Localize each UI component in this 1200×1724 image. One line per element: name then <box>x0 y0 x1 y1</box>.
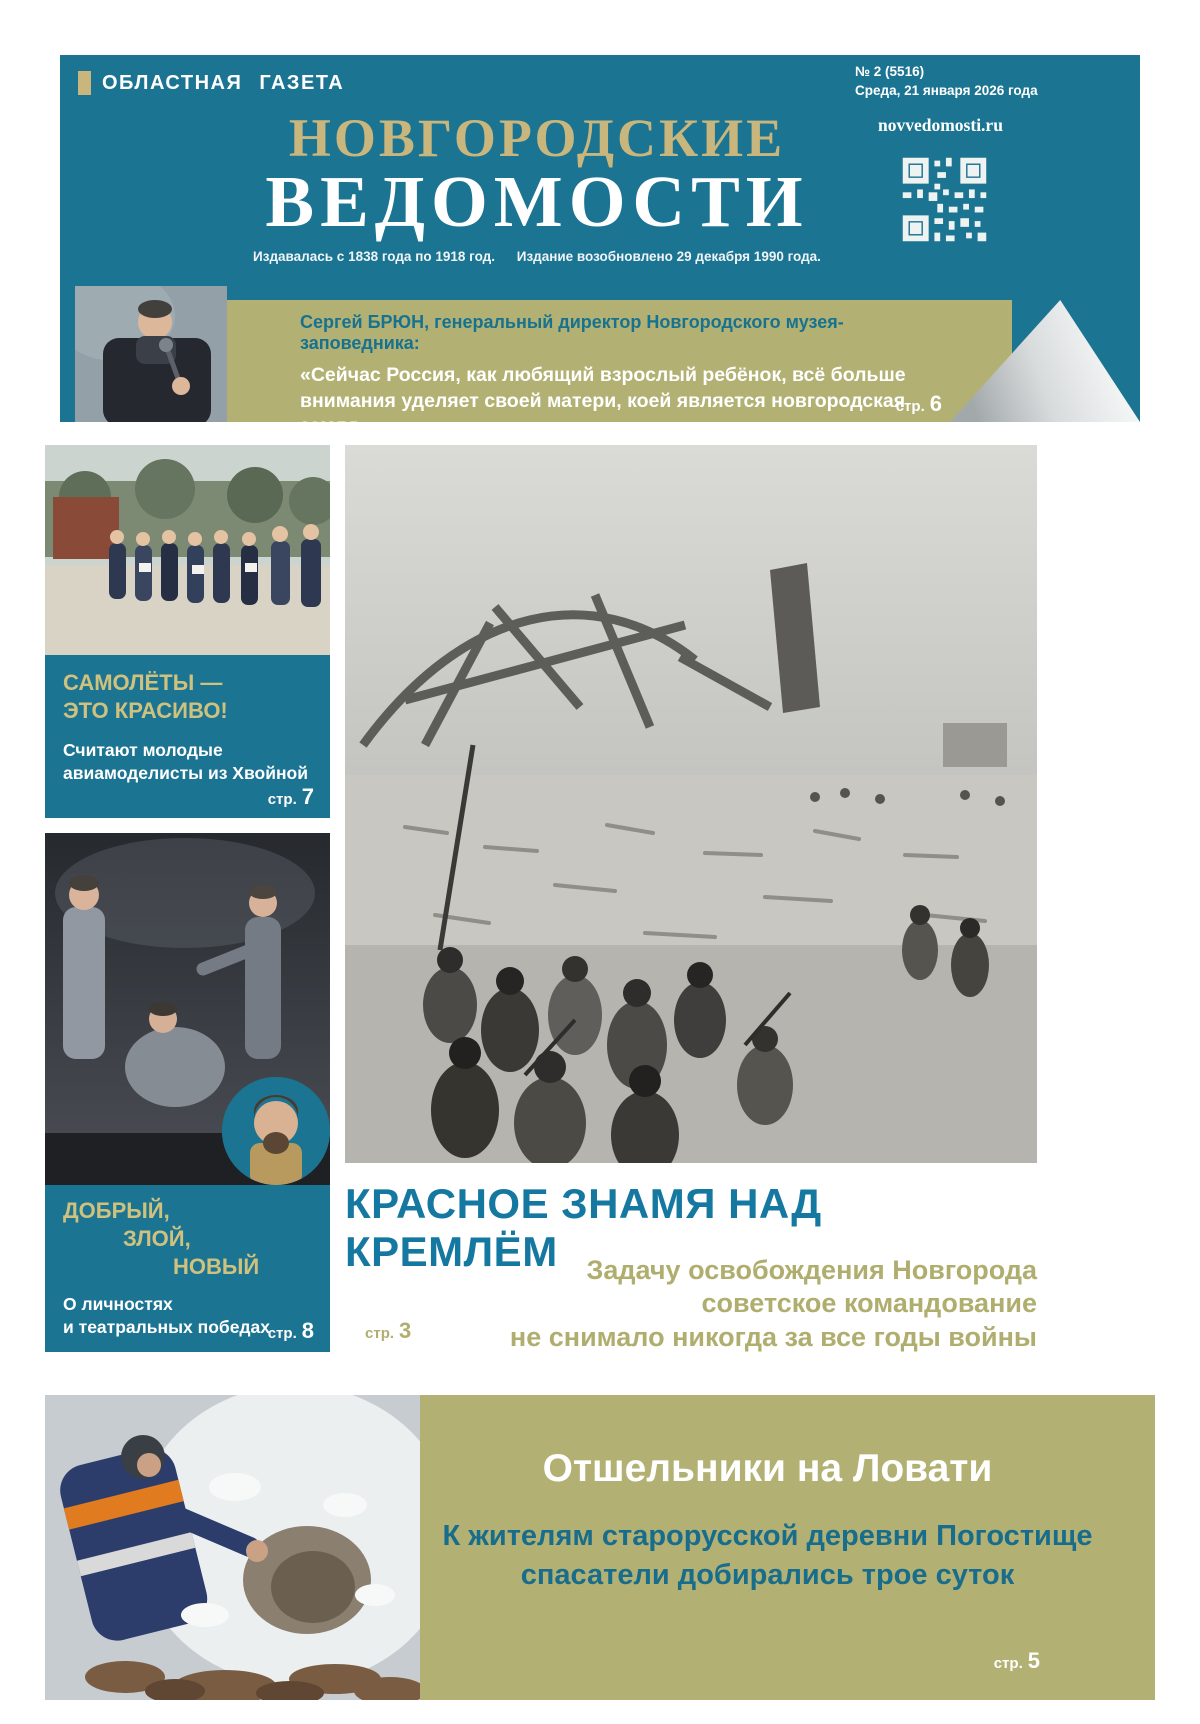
page-ref-number: 8 <box>301 1318 314 1343</box>
story-title-line: ЭТО КРАСИВО! <box>63 697 228 723</box>
quote-attribution: Сергей БРЮН, генеральный директор Новгородского музея-заповедника: <box>300 312 844 353</box>
quote-page-ref <box>896 391 942 417</box>
story-page-ref <box>268 1318 314 1344</box>
masthead-history-line <box>60 249 1014 264</box>
story-subtitle-line: и театральных победах <box>63 1316 271 1337</box>
story-title-line: НОВЫЙ <box>173 1253 260 1279</box>
quote-banner[interactable] <box>75 300 1012 438</box>
masthead-title-line2: ВЕДОМОСТИ <box>265 161 809 242</box>
issue-number: № 2 (5516) <box>855 64 925 79</box>
page-ref-label: стр. <box>365 1325 395 1342</box>
issue-info <box>855 63 1038 101</box>
story-subtitle <box>63 739 312 785</box>
story-title-line: САМОЛЁТЫ — <box>63 670 223 695</box>
photo-sergey-bryun <box>75 286 227 422</box>
photo-rescuers <box>45 1395 420 1700</box>
story-subtitle-line: авиамоделисты из Хвойной <box>63 762 308 783</box>
main-subhead-line: советское командование <box>701 1288 1037 1319</box>
story-title <box>63 669 312 725</box>
main-headline[interactable]: КРАСНОЕ ЗНАМЯ НАД КРЕМЛЁМ <box>345 1180 822 1275</box>
history-part2: Издание возобновлено 29 декабря 1990 года. <box>516 249 821 265</box>
page-ref-label: стр. <box>895 398 925 415</box>
main-page-ref <box>365 1318 411 1344</box>
history-part1: Издавалась с 1838 года по 1918 год. <box>253 249 495 265</box>
page-ref-label: стр. <box>267 1325 297 1342</box>
main-subheadline <box>345 1254 1037 1354</box>
bottom-subhead-line: К жителям старорусской деревни Погостище <box>442 1520 1093 1552</box>
story-title-line: ДОБРЫЙ, <box>63 1198 170 1223</box>
page-ref-number: 7 <box>301 784 314 809</box>
masthead <box>60 108 1014 265</box>
photo-theatre-scene <box>45 833 330 1185</box>
page-ref-number: 5 <box>1027 1648 1040 1673</box>
bottom-subhead-line: спасатели добирались трое суток <box>520 1559 1015 1592</box>
website-link[interactable]: novvedomosti.ru <box>878 115 1003 135</box>
bottom-story-banner[interactable] <box>45 1395 1155 1700</box>
story-teaser-aeromodellers[interactable] <box>45 655 330 818</box>
page-ref-label: стр. <box>993 1655 1023 1672</box>
photo-aeromodellers <box>45 445 330 655</box>
page-ref-number: 6 <box>929 391 942 416</box>
story-title-line: ЗЛОЙ, <box>123 1225 191 1251</box>
story-page-ref <box>268 784 314 810</box>
story-subtitle-line: Считают молодые <box>63 739 223 760</box>
page-ref-label: стр. <box>267 791 297 808</box>
photo-war-novgorod <box>345 445 1037 1163</box>
bottom-headline[interactable]: Отшельники на Ловати <box>542 1447 993 1490</box>
issue-date: Среда, 21 января 2026 года <box>855 82 1038 98</box>
masthead-title-line1: НОВГОРОДСКИЕ <box>288 108 786 168</box>
quote-text <box>300 312 940 440</box>
kicker-square-icon <box>78 71 91 95</box>
bottom-subheadline <box>400 1517 1135 1595</box>
main-subhead-line: не снимало никогда за все годы войны <box>509 1321 1037 1352</box>
kicker-label: ОБЛАСТНАЯ ГАЗЕТА <box>102 71 345 94</box>
kicker <box>78 71 344 95</box>
masthead-header <box>60 55 1140 438</box>
story-teaser-theatre[interactable] <box>45 1185 330 1352</box>
quote-body: «Сейчас Россия, как любящий взрослый ребёнок, всё больше внимания уделяет своей матери, коей является новгородская земля». <box>300 364 906 438</box>
page-ref-number: 3 <box>399 1318 412 1343</box>
main-subhead-line: Задачу освобождения Новгорода <box>586 1255 1037 1285</box>
bottom-page-ref <box>994 1648 1040 1674</box>
portrait-inset-circle <box>222 1077 330 1185</box>
story-title <box>63 1197 312 1281</box>
story-subtitle-line: О личностях <box>63 1293 173 1314</box>
